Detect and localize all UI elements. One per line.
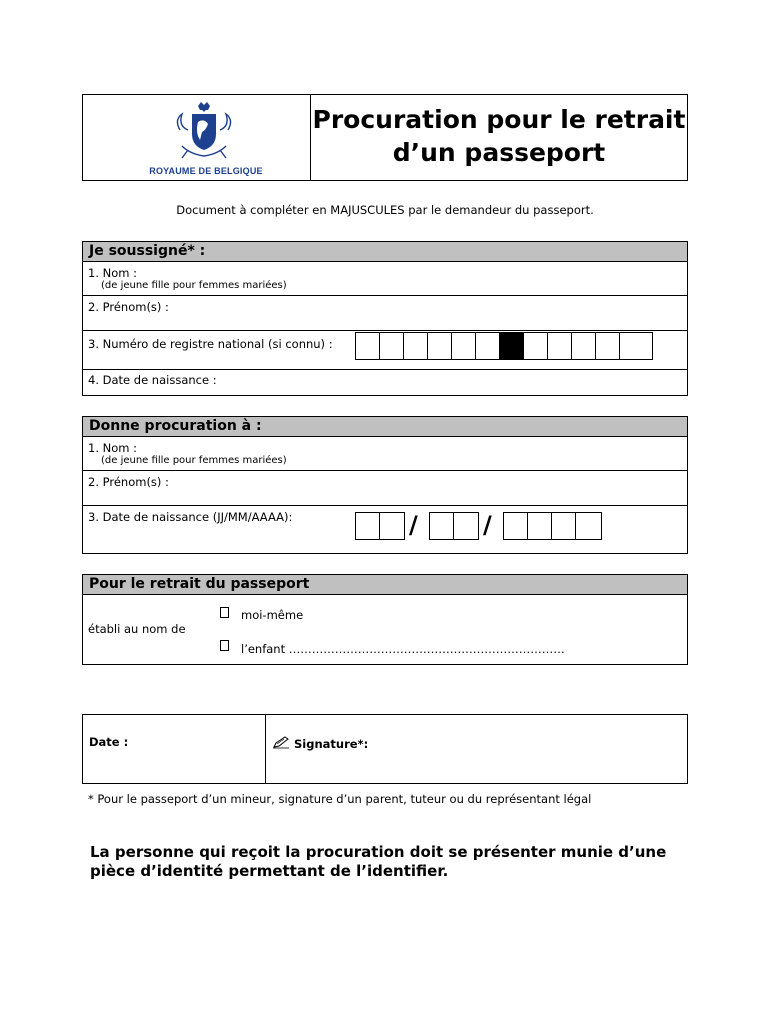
field-nom-demandeur[interactable]: [82, 262, 688, 296]
field-naissance-demandeur[interactable]: [82, 370, 688, 396]
pen-icon: [272, 735, 290, 749]
section-soussigne-heading: Je soussigné* :: [82, 241, 688, 262]
digit-box[interactable]: [548, 333, 572, 359]
field-label: 3. Numéro de registre national (si connu) :: [88, 337, 333, 351]
field-label: 4. Date de naissance :: [88, 373, 217, 387]
digit-box[interactable]: [430, 513, 454, 539]
signature-field-label: Signature*:: [294, 737, 369, 751]
notice-line-1: La personne qui reçoit la procuration doit se présenter munie d’une: [90, 843, 667, 861]
document-title: [311, 103, 687, 169]
field-label: 2. Prénom(s) :: [88, 475, 169, 489]
field-note: (de jeune fille pour femmes mariées): [101, 455, 287, 466]
field-nom-mandataire[interactable]: [82, 437, 688, 471]
field-prenom-demandeur[interactable]: [82, 296, 688, 331]
emblem-caption: ROYAUME DE BELGIQUE: [149, 166, 263, 176]
month-boxes[interactable]: [429, 512, 479, 540]
digit-box[interactable]: [504, 513, 528, 539]
notice-line-2: pièce d’identité permettant de l’identifier.: [90, 862, 449, 880]
digit-box[interactable]: [528, 513, 552, 539]
digit-box[interactable]: [380, 513, 404, 539]
footnote: * Pour le passeport d’un mineur, signature d’un parent, tuteur ou du représentant légal: [88, 792, 592, 806]
checkbox-moi-meme[interactable]: [220, 607, 229, 618]
field-label: 1. Nom :: [88, 441, 137, 455]
year-boxes[interactable]: [503, 512, 602, 540]
section-procuration-heading: Donne procuration à :: [82, 416, 688, 437]
digit-box[interactable]: [572, 333, 596, 359]
digit-box[interactable]: [380, 333, 404, 359]
option-enfant-label: l’enfant ………………………………………………………………: [241, 642, 565, 656]
field-label: 1. Nom :: [88, 266, 137, 280]
digit-box[interactable]: [552, 513, 576, 539]
field-label: 2. Prénom(s) :: [88, 300, 169, 314]
field-registre-national: [82, 331, 688, 370]
separator-box: [500, 333, 524, 359]
date-separator: /: [483, 511, 492, 539]
digit-box[interactable]: [356, 333, 380, 359]
intro-instruction: Document à compléter en MAJUSCULES par le demandeur du passeport.: [176, 203, 594, 217]
title-line-1: Procuration pour le retrait: [312, 105, 686, 134]
date-field-label: Date :: [89, 735, 129, 749]
title-line-2: d’un passeport: [392, 138, 606, 167]
signature-block: [82, 714, 688, 784]
digit-box[interactable]: [454, 513, 478, 539]
option-moi-meme-label: moi-même: [241, 608, 304, 622]
digit-box[interactable]: [428, 333, 452, 359]
signature-divider: [265, 714, 266, 784]
coat-of-arms-emblem: [168, 100, 240, 162]
field-naissance-mandataire: [82, 506, 688, 554]
digit-box[interactable]: [524, 333, 548, 359]
digit-box[interactable]: [620, 333, 644, 359]
field-label: 3. Date de naissance (JJ/MM/AAAA):: [88, 510, 293, 524]
registre-digit-boxes[interactable]: [355, 332, 653, 360]
etabli-label: établi au nom de: [88, 622, 186, 636]
digit-box[interactable]: [576, 513, 600, 539]
date-separator: /: [409, 511, 418, 539]
field-note: (de jeune fille pour femmes mariées): [101, 280, 287, 291]
digit-box[interactable]: [356, 513, 380, 539]
digit-box[interactable]: [596, 333, 620, 359]
digit-box[interactable]: [404, 333, 428, 359]
section-retrait-heading: Pour le retrait du passeport: [82, 574, 688, 595]
day-boxes[interactable]: [355, 512, 405, 540]
field-prenom-mandataire[interactable]: [82, 471, 688, 506]
digit-box[interactable]: [476, 333, 500, 359]
digit-box[interactable]: [452, 333, 476, 359]
retrait-options: [82, 595, 688, 665]
notice-text: [90, 843, 690, 881]
checkbox-enfant[interactable]: [220, 640, 229, 651]
